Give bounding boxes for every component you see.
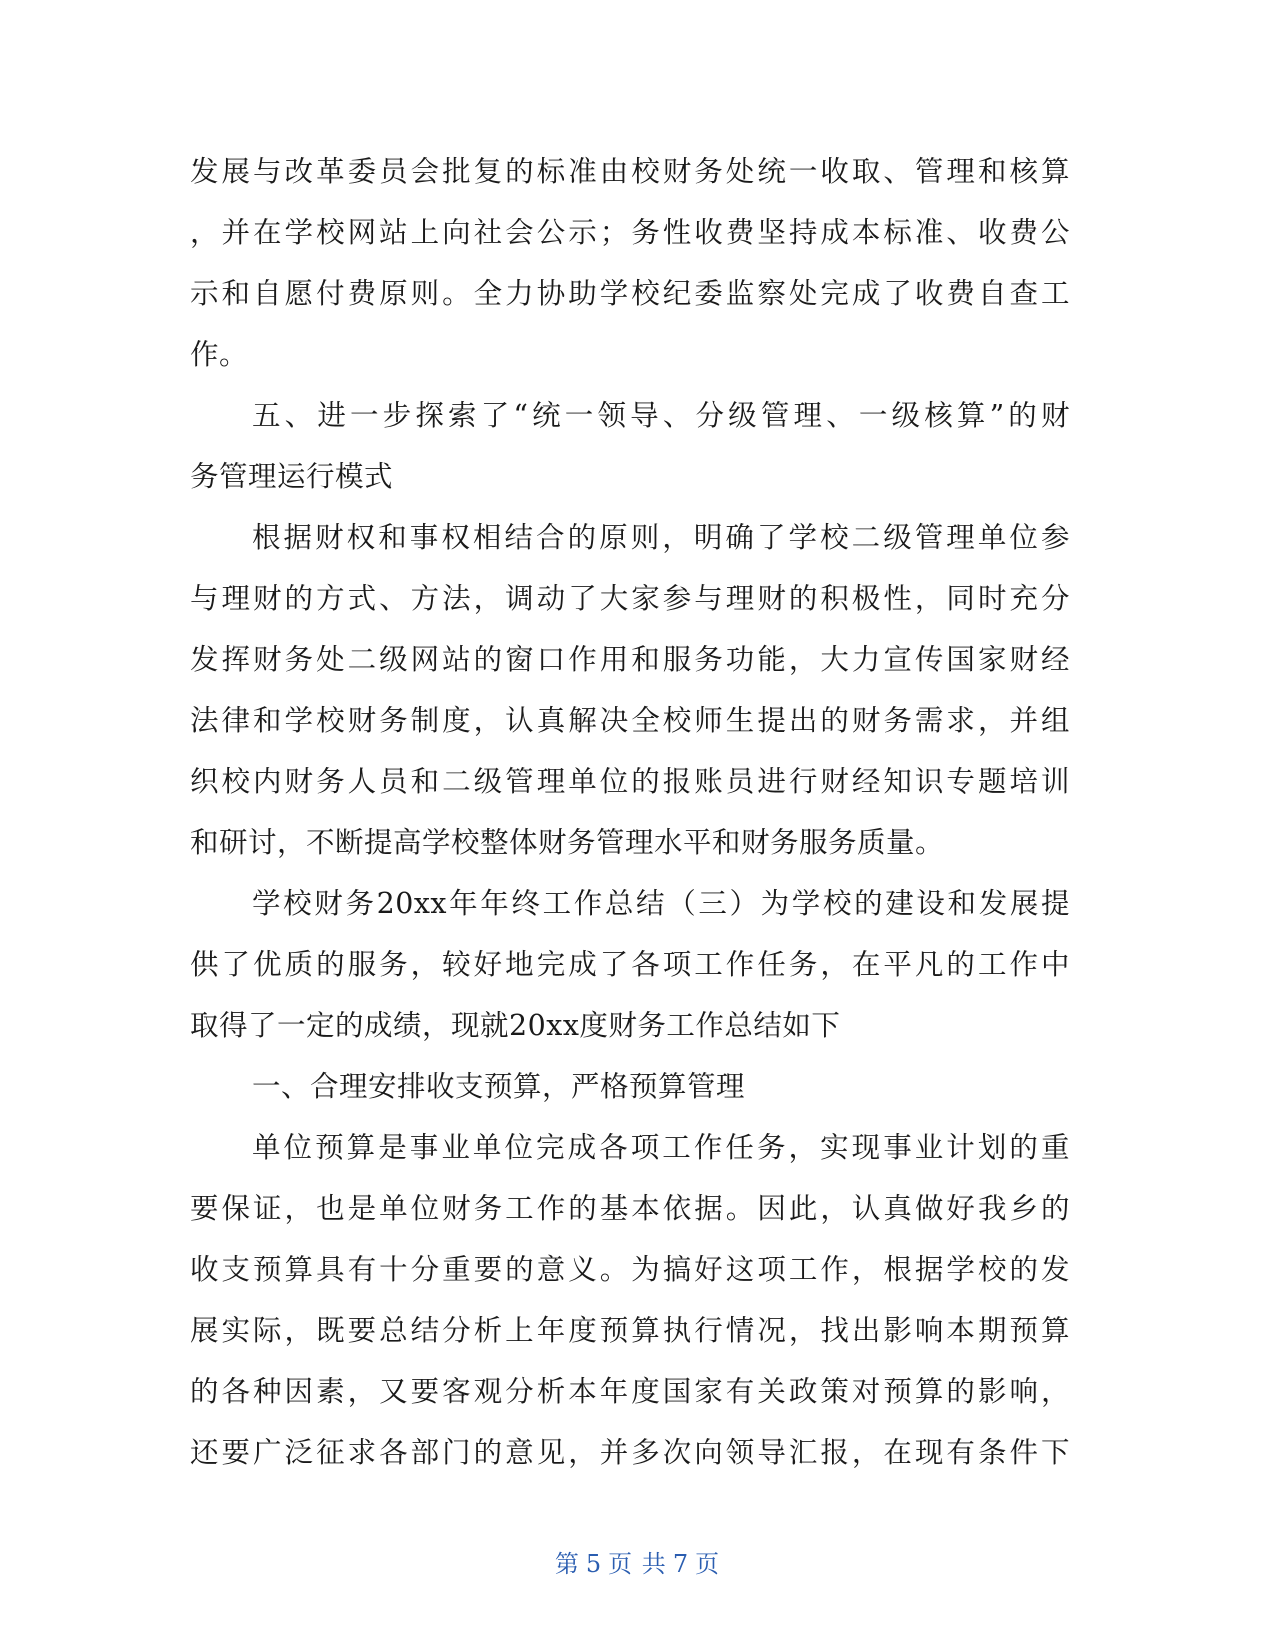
text-line: 作。	[190, 338, 249, 371]
text-line: 根据财权和事权相结合的原则，明确了学校二级管理单位参	[252, 521, 1070, 554]
footer-suffix: 页	[695, 1550, 721, 1578]
section-heading-line: 务管理运行模式	[190, 460, 394, 493]
section-heading-line: 一、合理安排收支预算，严格预算管理	[252, 1070, 746, 1103]
text-line: 要保证，也是单位财务工作的基本依据。因此，认真做好我乡的	[190, 1192, 1070, 1225]
text-line: 织校内财务人员和二级管理单位的报账员进行财经知识专题培训	[190, 765, 1070, 798]
text-line: 收支预算具有十分重要的意义。为搞好这项工作，根据学校的发	[190, 1253, 1070, 1286]
text-line: 单位预算是事业单位完成各项工作任务，实现事业计划的重	[252, 1131, 1070, 1164]
footer-current-page: 5	[585, 1550, 603, 1578]
text-line: 和研讨，不断提高学校整体财务管理水平和财务服务质量。	[190, 826, 945, 859]
footer-middle: 页 共	[608, 1550, 667, 1578]
text-line: 取得了一定的成绩，现就20xx度财务工作总结如下	[190, 1009, 841, 1042]
text-line: 发展与改革委员会批复的标准由校财务处统一收取、管理和核算	[190, 155, 1070, 188]
text-line: 示和自愿付费原则。全力协助学校纪委监察处完成了收费自查工	[190, 277, 1070, 310]
footer-total-pages: 7	[672, 1550, 690, 1578]
text-line: 还要广泛征求各部门的意见，并多次向领导汇报，在现有条件下	[190, 1436, 1070, 1469]
text-line: 法律和学校财务制度，认真解决全校师生提出的财务需求，并组	[190, 704, 1070, 737]
text-line: 展实际，既要总结分析上年度预算执行情况，找出影响本期预算	[190, 1314, 1070, 1347]
text-line: 学校财务20xx年年终工作总结（三）为学校的建设和发展提	[252, 887, 1070, 920]
section-heading-line: 五、进一步探索了“统一领导、分级管理、一级核算”的财	[252, 399, 1070, 432]
text-line: 发挥财务处二级网站的窗口作用和服务功能，大力宣传国家财经	[190, 643, 1070, 676]
body-text	[190, 141, 1070, 1483]
text-line: 的各种因素，又要客观分析本年度国家有关政策对预算的影响，	[190, 1375, 1070, 1408]
text-line: 供了优质的服务，较好地完成了各项工作任务，在平凡的工作中	[190, 948, 1070, 981]
page-footer	[0, 1544, 1275, 1579]
text-line: ，并在学校网站上向社会公示；务性收费坚持成本标准、收费公	[190, 216, 1070, 249]
footer-prefix: 第	[554, 1550, 580, 1578]
text-line: 与理财的方式、方法，调动了大家参与理财的积极性，同时充分	[190, 582, 1070, 615]
